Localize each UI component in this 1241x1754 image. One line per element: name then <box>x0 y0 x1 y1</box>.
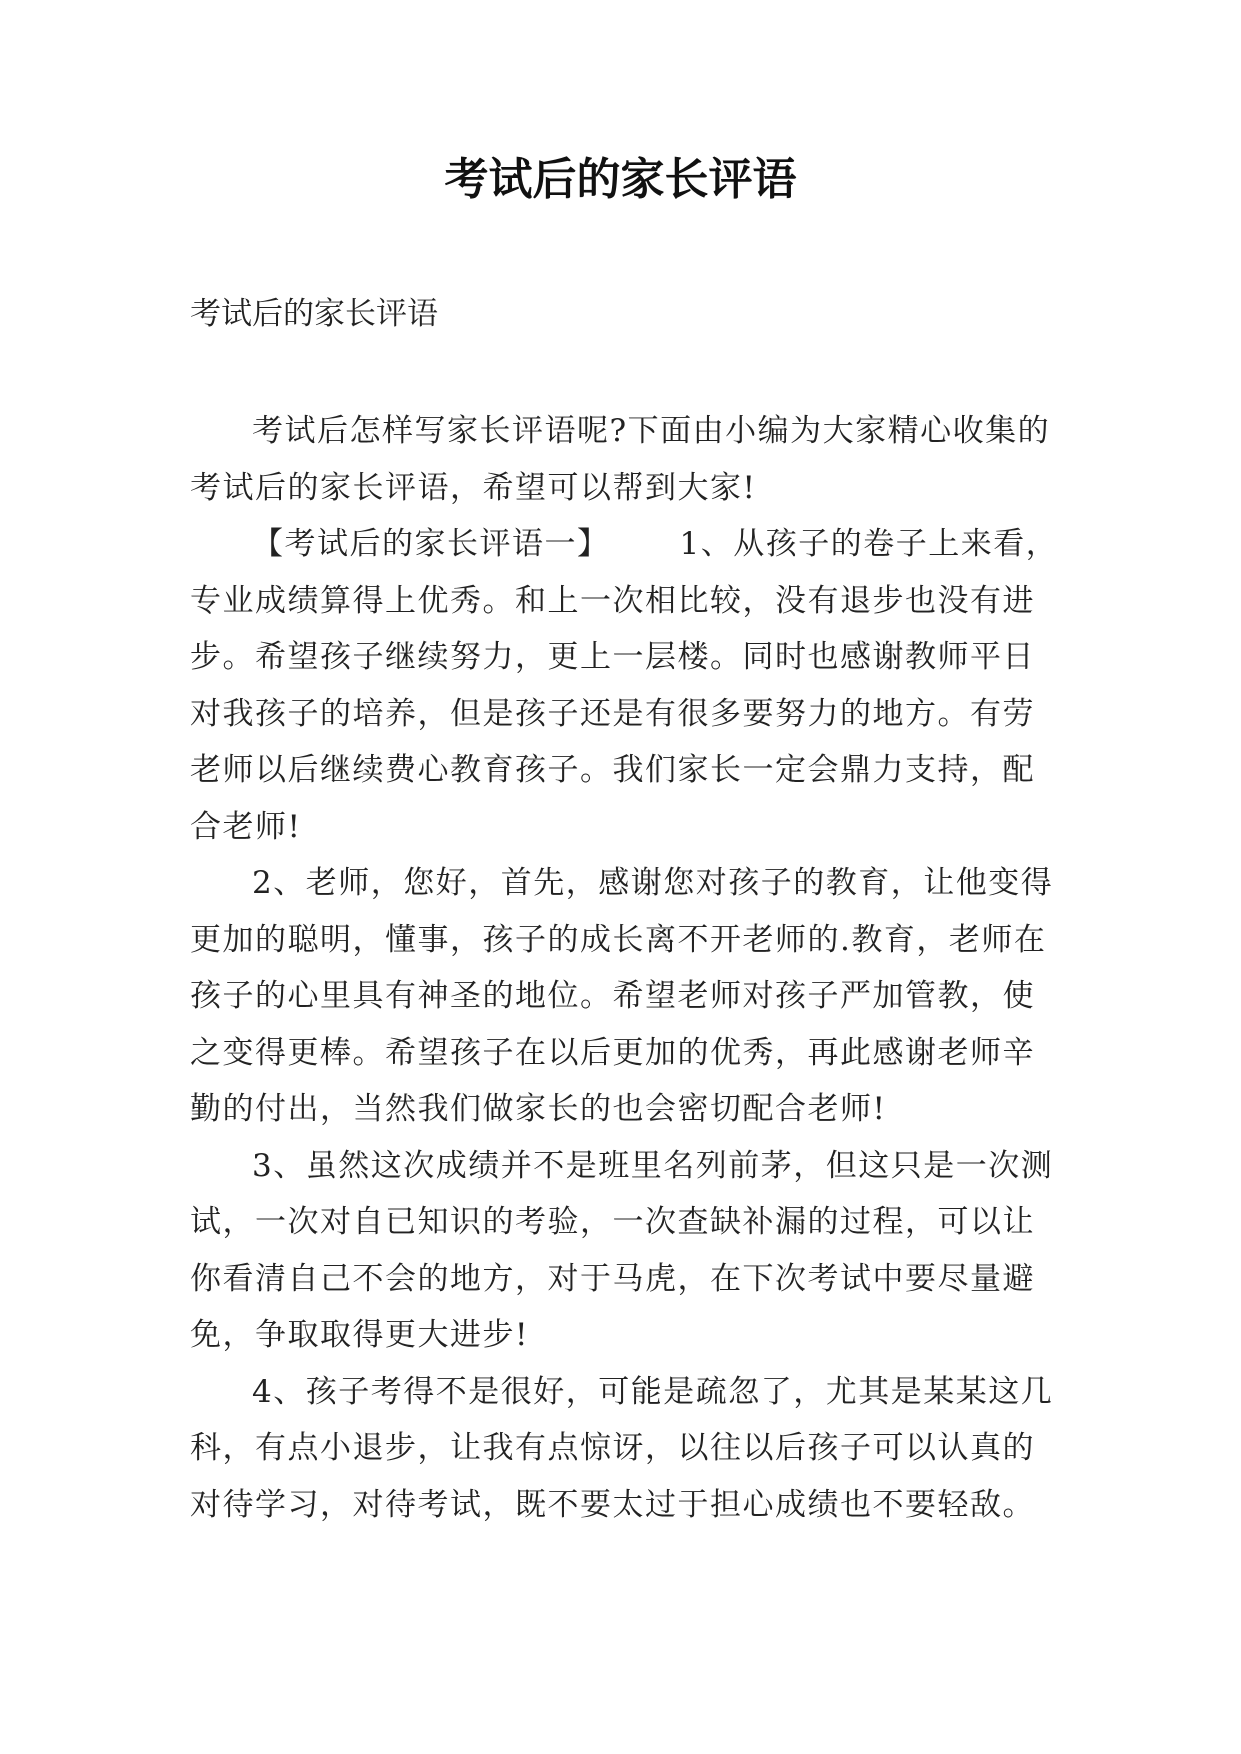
document-title: 考试后的家长评语 <box>444 154 797 205</box>
comment-paragraph-3: 3、虽然这次成绩并不是班里名列前茅，但这只是一次测试，一次对自已知识的考验，一次查缺补漏的过程，可以让你看清自己不会的地方，对于马虎，在下次考试中要尽量避免，争取取得更大进步! <box>190 1147 1054 1353</box>
section-one-paragraph <box>190 516 1060 855</box>
section-one-text: 1、从孩子的卷子上来看，专业成绩算得上优秀。和上一次相比较，没有退步也没有进步。希望孩子继续努力，更上一层楼。同时也感谢教师平日对我孩子的培养，但是孩子还是有很多要努力的地方。有劳老师以后继续费心教育孩子。我们家长一定会鼎力支持，配合老师! <box>190 526 1059 845</box>
document-body <box>190 403 1060 1533</box>
document-subtitle: 考试后的家长评语 <box>190 296 438 332</box>
comment-paragraph-2: 2、老师，您好，首先，感谢您对孩子的教育，让他变得更加的聪明，懂事，孩子的成长离不开老师的.教育，老师在孩子的心里具有神圣的地位。希望老师对孩子严加管教，使之变得更棒。希望孩子在以后更加的优秀，再此感谢老师辛勤的付出，当然我们做家长的也会密切配合老师! <box>190 865 1054 1127</box>
intro-paragraph: 考试后怎样写家长评语呢?下面由小编为大家精心收集的考试后的家长评语，希望可以帮到大家! <box>190 413 1051 506</box>
comment-paragraph-4: 4、孩子考得不是很好，可能是疏忽了，尤其是某某这几科，有点小退步，让我有点惊讶，以往以后孩子可以认真的对待学习，对待考试，既不要太过于担心成绩也不要轻敌。 <box>190 1373 1054 1523</box>
section-one-heading: 【考试后的家长评语一】 <box>252 526 610 562</box>
